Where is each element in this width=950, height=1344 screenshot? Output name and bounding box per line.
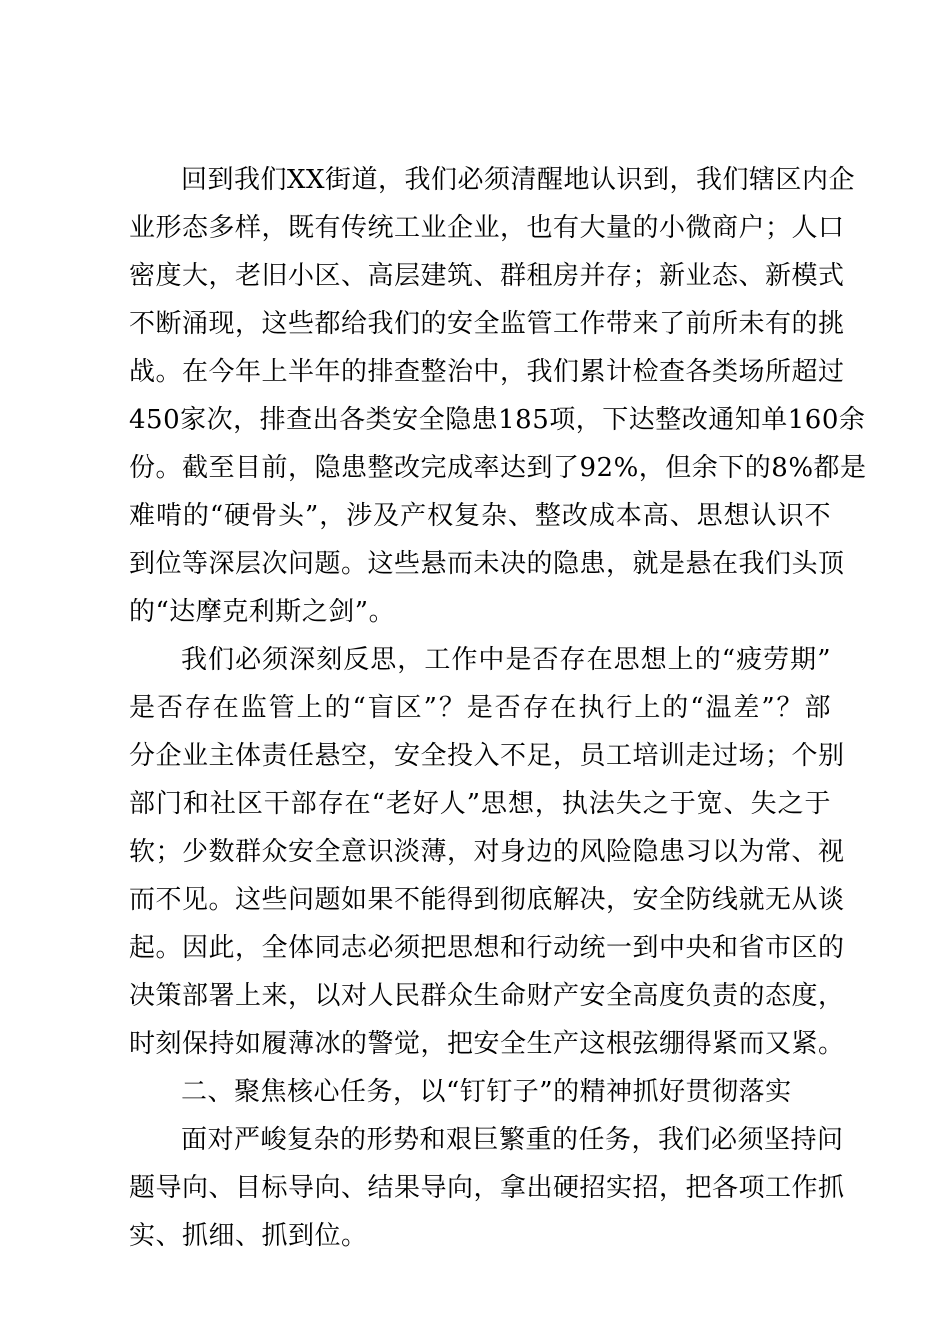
paragraph-situation <box>129 156 867 636</box>
text-line: 难啃的“硬骨头”，涉及产权复杂、整改成本高、思想认识不 <box>129 501 831 531</box>
text-line: 部门和社区干部存在“老好人”思想，执法失之于宽、失之于 <box>129 789 831 819</box>
text-line: 450家次，排查出各类安全隐患185项，下达整改通知单160余 <box>129 405 866 435</box>
text-line: 题导向、目标导向、结果导向，拿出硬招实招，把各项工作抓 <box>129 1173 845 1203</box>
text-line: 软；少数群众安全意识淡薄，对身边的风险隐患习以为常、视 <box>129 837 845 867</box>
section-heading <box>129 1068 831 1116</box>
text-line: 业形态多样，既有传统工业企业，也有大量的小微商户；人口 <box>129 213 845 243</box>
text-line: 战。在今年上半年的排查整治中，我们累计检查各类场所超过 <box>129 357 845 387</box>
section-heading-text: 二、聚焦核心任务，以“钉钉子”的精神抓好贯彻落实 <box>181 1077 792 1107</box>
text-line: 回到我们XX街道，我们必须清醒地认识到，我们辖区内企 <box>181 165 856 195</box>
text-line: 面对严峻复杂的形势和艰巨繁重的任务，我们必须坚持问 <box>181 1125 844 1155</box>
text-line: 份。截至目前，隐患整改完成率达到了92%，但余下的8%都是 <box>129 453 867 483</box>
text-line: 决策部署上来，以对人民群众生命财产安全高度负责的态度， <box>129 981 845 1011</box>
text-line: 我们必须深刻反思，工作中是否存在思想上的“疲劳期” <box>181 645 831 675</box>
text-line: 时刻保持如履薄冰的警觉，把安全生产这根弦绷得紧而又紧。 <box>129 1029 845 1059</box>
paragraph-tasks <box>129 1116 845 1260</box>
document-body <box>129 156 867 1260</box>
text-line: 而不见。这些问题如果不能得到彻底解决，安全防线就无从谈 <box>129 885 845 915</box>
paragraph-reflection <box>129 636 845 1068</box>
text-line: 实、抓细、抓到位。 <box>129 1221 368 1251</box>
text-line: 是否存在监管上的“盲区”？是否存在执行上的“温差”？部 <box>129 693 831 723</box>
text-line: 起。因此，全体同志必须把思想和行动统一到中央和省市区的 <box>129 933 845 963</box>
text-line: 密度大，老旧小区、高层建筑、群租房并存；新业态、新模式 <box>129 261 845 291</box>
text-line: 不断涌现，这些都给我们的安全监管工作带来了前所未有的挑 <box>129 309 845 339</box>
text-line: 分企业主体责任悬空，安全投入不足，员工培训走过场；个别 <box>129 741 845 771</box>
text-line: 到位等深层次问题。这些悬而未决的隐患，就是悬在我们头顶 <box>129 549 845 579</box>
text-line: 的“达摩克利斯之剑”。 <box>129 597 396 627</box>
